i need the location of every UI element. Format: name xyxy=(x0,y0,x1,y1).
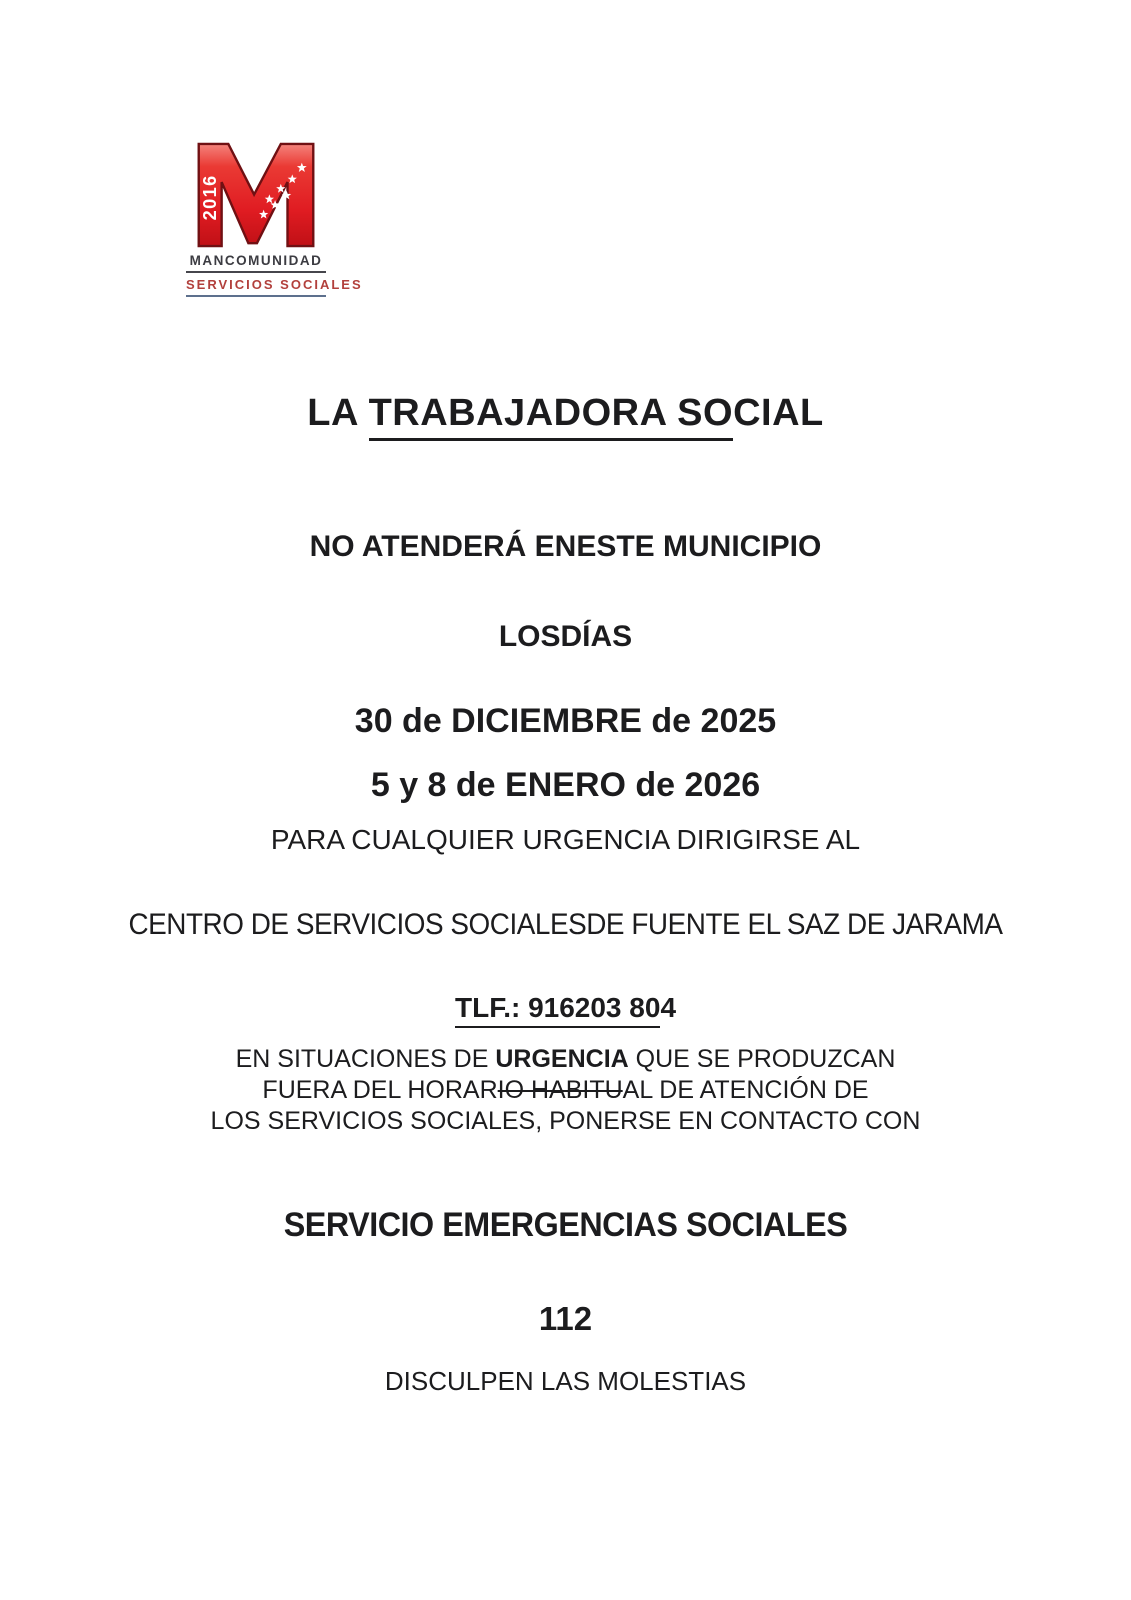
situations-l1-post: QUE SE PRODUZCAN xyxy=(628,1045,896,1073)
apology-line: DISCULPEN LAS MOLESTIAS xyxy=(384,1366,747,1396)
situations-l1-bold: URGENCIA xyxy=(495,1045,629,1073)
situations-line-1 xyxy=(0,1044,1131,1075)
situations-line-2 xyxy=(0,1075,1131,1106)
situations-l2-struck: IO HABITU xyxy=(497,1076,623,1104)
page-title xyxy=(0,392,1131,435)
phone-underlined: TLF.: 916203 80 xyxy=(455,992,660,1028)
situations-l2-pre: FUERA DEL HORAR xyxy=(262,1076,498,1104)
phone-line xyxy=(0,992,1131,1024)
social-services-center-line: CENTRO DE SERVICIOS SOCIALESDE FUENTE EL SAZ DE JARAMA xyxy=(128,908,1003,941)
losdias-line: LOSDÍAS xyxy=(498,620,633,653)
situations-line-3: LOS SERVICIOS SOCIALES, PONERSE EN CONTACTO CON xyxy=(210,1107,921,1135)
logo-org-name: MANCOMUNIDAD xyxy=(186,253,326,273)
situations-l2-post: AL DE ATENCIÓN DE xyxy=(622,1076,869,1104)
emergency-service-name: SERVICIO EMERGENCIAS SOCIALES xyxy=(283,1206,848,1244)
closure-date-1: 30 de DICIEMBRE de 2025 xyxy=(354,702,777,740)
situations-l1-pre: EN SITUACIONES DE xyxy=(235,1045,496,1073)
org-logo xyxy=(186,138,363,297)
emergency-number: 112 xyxy=(538,1300,593,1337)
urgency-intro-line: PARA CUALQUIER URGENCIA DIRIGIRSE AL xyxy=(270,824,861,855)
title-suffix: CIAL xyxy=(733,392,824,434)
phone-suffix: 4 xyxy=(660,992,677,1023)
logo-dept-name: SERVICIOS SOCIALES xyxy=(186,273,326,297)
closure-date-2: 5 y 8 de ENERO de 2026 xyxy=(370,766,761,804)
title-underlined: TRABAJADORA SO xyxy=(369,392,734,441)
logo-year: 2016 xyxy=(199,174,220,221)
no-atendera-line: NO ATENDERÁ ENESTE MUNICIPIO xyxy=(309,530,822,563)
title-prefix: LA xyxy=(307,392,369,434)
mancomunidad-m-logo-icon xyxy=(193,138,319,251)
situations-paragraph xyxy=(0,1044,1131,1137)
